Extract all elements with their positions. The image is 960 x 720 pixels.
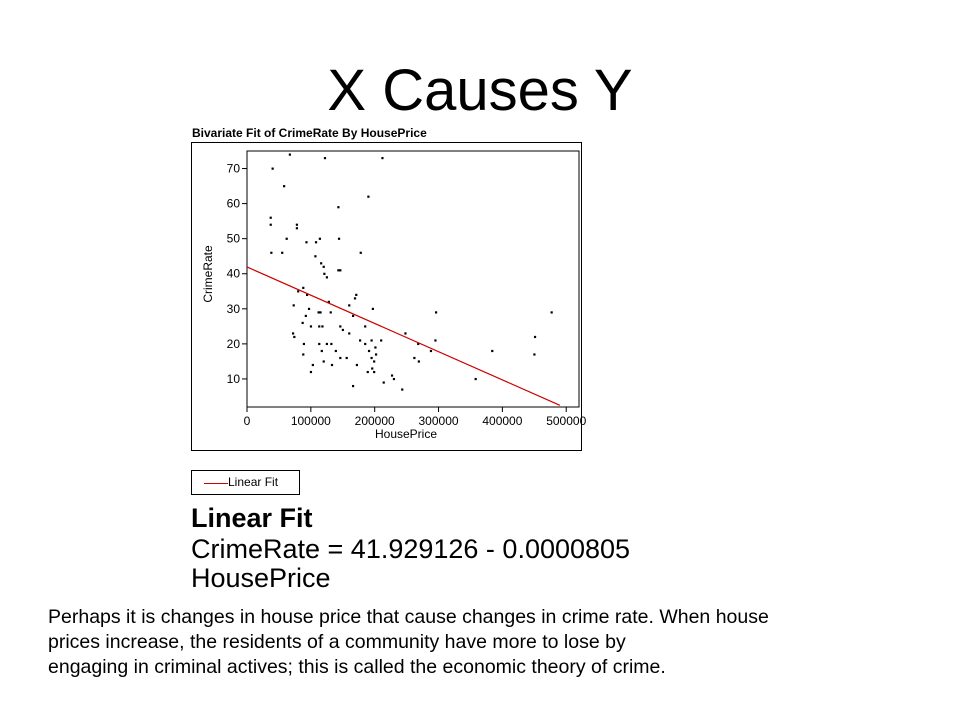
data-point [404,332,406,334]
data-point [296,224,298,226]
data-point [533,353,535,355]
data-point [312,364,314,366]
data-point [354,297,356,299]
data-point [339,325,341,327]
data-point [355,294,357,296]
data-point [270,224,272,226]
data-point [331,364,333,366]
y-tick-label: 40 [226,266,240,281]
data-point [321,325,323,327]
y-axis-label: CrimeRate [201,245,215,303]
data-point [372,308,374,310]
data-point [323,266,325,268]
y-tick-label: 10 [226,371,240,386]
axes [227,151,587,428]
data-point [391,374,393,376]
data-point [335,350,337,352]
fit-heading: Linear Fit [191,503,313,533]
data-point [352,385,354,387]
data-point [318,343,320,345]
data-point [281,252,283,254]
caption-line: Perhaps it is changes in house price that cause changes in crime rate. When house [48,606,769,628]
data-point [348,304,350,306]
data-point [434,339,436,341]
data-point [342,329,344,331]
data-point [364,343,366,345]
data-point [318,325,320,327]
y-tick-label: 70 [226,161,240,176]
x-tick-label: 200000 [354,414,395,428]
data-point [380,339,382,341]
legend-label: Linear Fit [228,475,279,489]
data-point [315,241,317,243]
chart-title: Bivariate Fit of CrimeRate By HousePrice [192,126,427,140]
data-point [375,353,377,355]
y-tick-label: 20 [226,336,240,351]
fit-equation-line1: CrimeRate = 41.929126 - 0.0000805 [191,534,631,564]
data-point [337,269,339,271]
data-point [272,168,274,170]
data-point [289,154,291,156]
caption-line: engaging in criminal actives; this is called the economic theory of crime. [48,656,666,678]
plot-marks [247,154,560,406]
data-point [302,287,304,289]
data-point [356,364,358,366]
caption [48,605,948,680]
data-point [367,196,369,198]
chart-frame [191,142,587,451]
legend [191,470,300,495]
y-tick-label: 50 [226,231,240,246]
data-point [352,315,354,317]
data-point [293,336,295,338]
x-tick-label: 400000 [482,414,523,428]
data-point [320,262,322,264]
data-point [303,343,305,345]
data-point [551,311,553,313]
data-point [374,346,376,348]
plot-border [247,151,579,407]
data-point [323,273,325,275]
data-point [475,378,477,380]
data-point [318,311,320,313]
data-point [367,371,369,373]
data-point [430,350,432,352]
y-tick-label: 30 [226,301,240,316]
data-point [314,255,316,257]
data-point [364,325,366,327]
legend-line-swatch [204,483,228,484]
x-axis-label: HousePrice [374,427,438,441]
scatter-chart [192,143,587,450]
slide-title: X Causes Y [327,58,633,123]
data-point [321,350,323,352]
data-point [371,367,373,369]
data-point [383,381,385,383]
x-tick-label: 0 [243,414,251,428]
data-point [283,185,285,187]
y-tick-label: 60 [226,196,240,211]
data-point [435,311,437,313]
data-point [270,252,272,254]
data-point [337,206,339,208]
data-point [310,325,312,327]
data-point [310,371,312,373]
data-point [346,357,348,359]
data-point [319,311,321,313]
data-point [319,238,321,240]
data-point [393,378,395,380]
data-point [491,350,493,352]
data-point [292,332,294,334]
data-point [401,388,403,390]
data-point [338,238,340,240]
x-tick-label: 300000 [418,414,459,428]
data-point [326,343,328,345]
caption-line: prices increase, the residents of a community have more to lose by [48,631,626,653]
data-point [359,339,361,341]
data-point [302,322,304,324]
data-point [305,241,307,243]
data-point [418,360,420,362]
data-point [308,308,310,310]
data-point [534,336,536,338]
data-point [373,360,375,362]
data-point [296,227,298,229]
data-point [270,217,272,219]
data-point [330,311,332,313]
data-point [360,252,362,254]
data-point [297,290,299,292]
data-point [348,332,350,334]
fit-equation-line2: HousePrice [191,563,331,593]
data-point [413,357,415,359]
data-point [305,315,307,317]
data-point [326,276,328,278]
data-point [339,269,341,271]
data-point [373,371,375,373]
data-point [381,157,383,159]
data-point [302,353,304,355]
x-tick-label: 500000 [546,414,587,428]
data-point [323,360,325,362]
data-point [371,357,373,359]
data-point [368,350,370,352]
data-point [330,343,332,345]
data-point [286,238,288,240]
data-point [324,157,326,159]
x-tick-label: 100000 [290,414,331,428]
data-point [371,339,373,341]
data-point [293,304,295,306]
data-point [339,357,341,359]
